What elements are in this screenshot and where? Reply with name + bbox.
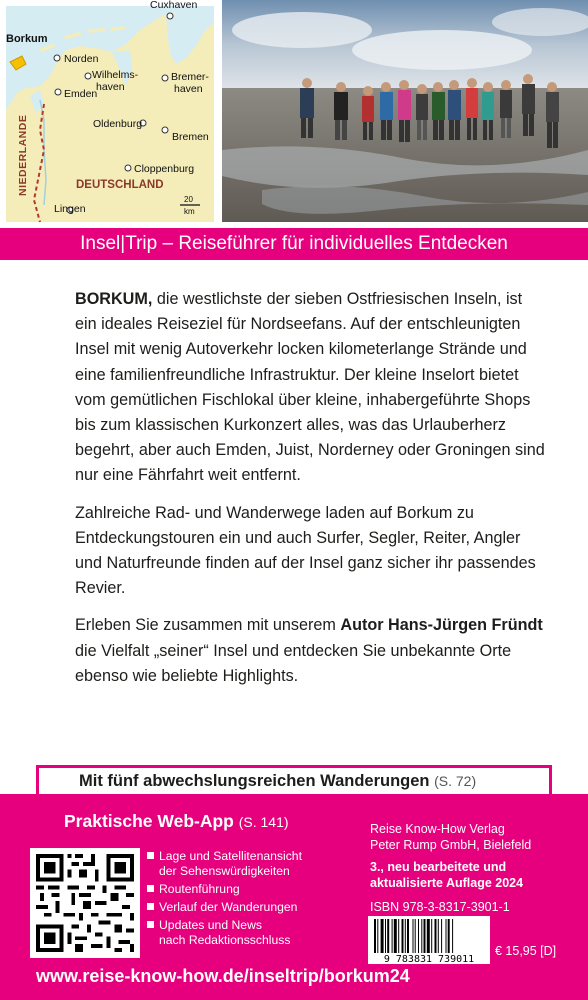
map-inset (0, 0, 220, 228)
cloud (492, 8, 588, 36)
city-dot-bremerhaven (162, 75, 168, 81)
mudflat-hiking-photo (222, 0, 588, 222)
barcode-bar (435, 919, 437, 953)
map-label-deutschland: DEUTSCHLAND (76, 179, 164, 191)
hikes-box (36, 765, 552, 797)
map-label-bremerhaven-1: Bremer- (171, 71, 209, 83)
map-label-oldenburg: Oldenburg (93, 118, 143, 130)
photo-illustration (222, 0, 588, 222)
intro-text: die westlichste der sieben Ostfriesischen Inseln, ist ein ideales Reiseziel für Nordseefans. Auf der entschleunigten Insel mit wenig Autoverkehr locken kilometerlange Strände und eine familienfreundliche Infrastruktur. Der kleine Inselort bietet vom gemütlichen Fischlokal über kleine, inhabergeführte Shops bis zum klassischen Kurkonzert alles, was das Urlauberherz begehrt, aber auch Emden, Juist, Norderney oder Groningen sind nur eine Fährfahrt weit entfernt. (75, 290, 545, 485)
barcode-bar (413, 919, 414, 953)
feature-text: Lage und Satellitenansicht (159, 849, 302, 863)
barcode-bar (392, 919, 393, 953)
bottom-info-panel (0, 794, 588, 1000)
barcode-bar (427, 919, 430, 953)
feature-item (147, 849, 347, 879)
barcode-bar (398, 919, 399, 953)
map-label-wilhelmshaven-1: Wilhelms- (92, 69, 139, 81)
map-label-borkum: Borkum (6, 33, 48, 45)
barcode-bar (448, 919, 450, 953)
webapp-heading (64, 811, 289, 832)
feature-text: Routenführung (159, 882, 240, 896)
bullet-square-icon (147, 852, 154, 859)
city-dot-emden (55, 89, 61, 95)
map-label-bremen: Bremen (172, 131, 209, 143)
hikes-label: Mit fünf abwechslungsreichen Wanderungen (79, 772, 430, 790)
feature-text: nach Redaktionsschluss (159, 933, 291, 947)
author-text-post: die Vielfalt „seiner“ Insel und entdecken Sie unbekannte Orte ebenso wie beliebte Highlights. (75, 641, 512, 685)
author-text-pre: Erleben Sie zusammen mit unserem (75, 616, 341, 635)
barcode-digits: 9 783831 739011 (383, 954, 475, 964)
bullet-square-icon (147, 885, 154, 892)
map-label-niederlande: NIEDERLANDE (17, 114, 29, 196)
price: € 15,95 [D] (495, 944, 557, 958)
city-dot-cloppenburg (125, 165, 131, 171)
hikes-page-ref: (S. 72) (434, 773, 477, 789)
description (75, 287, 545, 701)
feature-text: Verlauf der Wanderungen (159, 900, 298, 914)
isbn: ISBN 978-3-8317-3901-1 (370, 900, 510, 914)
barcode-bar (385, 919, 386, 953)
region-map (0, 0, 220, 228)
barcode-bar (374, 919, 376, 953)
feature-text: der Sehenswürdigkeiten (159, 864, 290, 878)
barcode-bar (441, 919, 442, 953)
barcode-bar (405, 919, 406, 953)
publisher-info (370, 821, 580, 891)
barcode-icon (368, 916, 490, 964)
bullet-square-icon (147, 921, 154, 928)
feature-item (147, 918, 347, 948)
website-link[interactable]: www.reise-know-how.de/inseltrip/borkum24 (36, 966, 410, 986)
barcode-bar (407, 919, 409, 953)
author-paragraph (75, 613, 545, 689)
scale-value: 20 (184, 195, 193, 204)
barcode-bar (394, 919, 397, 953)
author-name: Autor Hans-Jürgen Fründt (340, 616, 543, 635)
qr-code-icon (36, 854, 134, 952)
feature-text: Updates und News (159, 918, 262, 932)
publisher-name: Reise Know-How Verlag (370, 822, 505, 836)
map-label-norden: Norden (64, 53, 99, 65)
barcode-bar (402, 919, 404, 953)
map-label-bremerhaven-2: haven (174, 83, 203, 95)
feature-item (147, 900, 347, 915)
webapp-page-ref: (S. 141) (238, 814, 289, 830)
edition-line-2: aktualisierte Auflage 2024 (370, 876, 524, 890)
feature-item (147, 882, 347, 897)
cloud (232, 12, 372, 48)
barcode-bar (446, 919, 447, 953)
webapp-title: Praktische Web-App (64, 811, 234, 831)
intro-paragraph (75, 287, 545, 489)
barcode-bar (381, 919, 384, 953)
map-label-wilhelmshaven-2: haven (96, 81, 125, 93)
bullet-square-icon (147, 903, 154, 910)
barcode-bar (418, 919, 419, 953)
map-label-cloppenburg: Cloppenburg (134, 163, 195, 175)
barcode-bar (415, 919, 416, 953)
publisher-company: Peter Rump GmbH, Bielefeld (370, 838, 532, 852)
barcode-bar (377, 919, 378, 953)
qr-code[interactable] (30, 848, 140, 958)
island-name: BORKUM, (75, 290, 153, 308)
city-dot-bremen (162, 127, 168, 133)
barcode-bar (387, 919, 389, 953)
barcode-bar (424, 919, 426, 953)
city-dot-wilhelmshaven (85, 73, 91, 79)
barcode-bar (431, 919, 432, 953)
barcode-bar (452, 919, 453, 953)
series-tagline: Insel|Trip – Reiseführer für individuelles Entdecken (0, 228, 588, 260)
city-dot-cuxhaven (167, 13, 173, 19)
activities-paragraph: Zahlreiche Rad- und Wanderwege laden auf Borkum zu Entdeckungstouren ein und auch Surfer, Segler, Reiter, Angler und Naturfreunde finden auf der Insel ganz sicher ihr passendes Revier. (75, 503, 536, 598)
map-label-cuxhaven: Cuxhaven (150, 0, 198, 11)
map-label-emden: Emden (64, 88, 98, 100)
ean-barcode (368, 916, 490, 964)
edition-line-1: 3., neu bearbeitete und (370, 860, 507, 874)
map-label-lingen: Lingen (54, 203, 86, 215)
scale-unit: km (184, 207, 195, 216)
barcode-bar (421, 919, 422, 953)
cloud (352, 30, 532, 70)
webapp-features (147, 849, 347, 951)
city-dot-norden (54, 55, 60, 61)
barcode-bar (438, 919, 439, 953)
